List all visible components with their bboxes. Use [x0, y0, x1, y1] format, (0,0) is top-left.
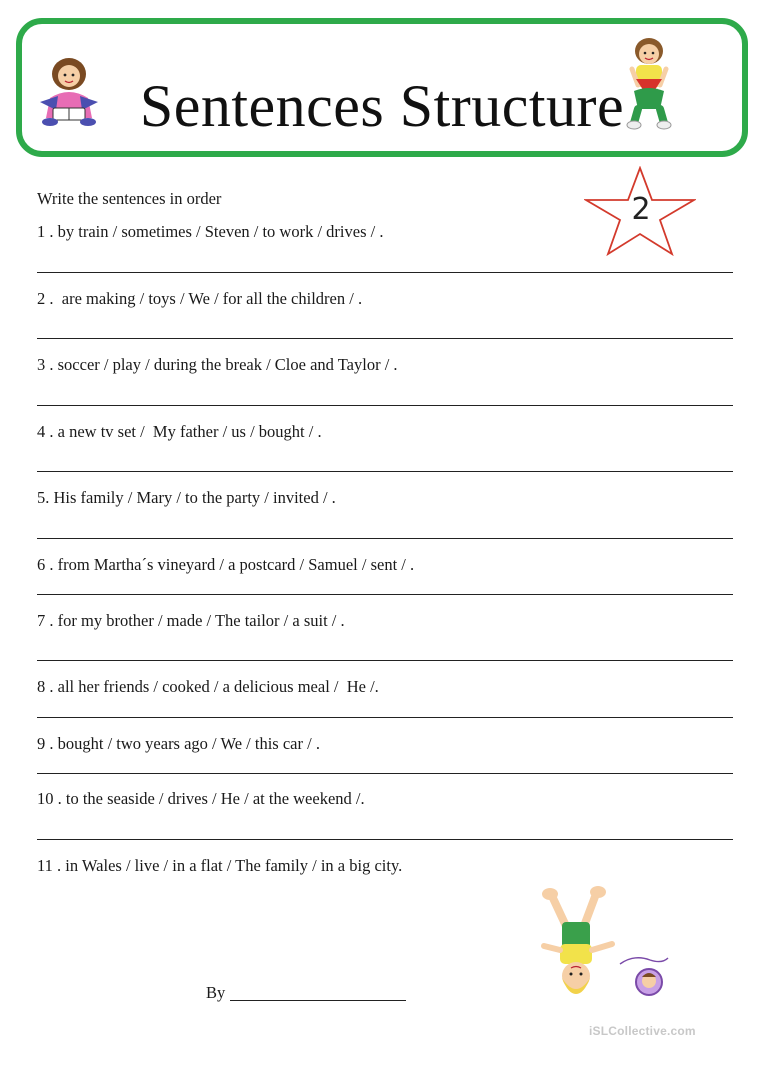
boy-sitting-clipart [620, 35, 678, 131]
exercise-item-7: 7 . for my brother / made / The tailor / a suit / . [37, 611, 345, 630]
author-signature-line[interactable] [230, 1000, 406, 1001]
exercise-item-9: 9 . bought / two years ago / We / this car / . [37, 734, 320, 753]
exercise-item-1: 1 . by train / sometimes / Steven / to work / drives / . [37, 222, 384, 241]
answer-line-3[interactable] [37, 405, 733, 406]
exercise-item-5: 5. His family / Mary / to the party / invited / . [37, 488, 336, 507]
answer-line-9[interactable] [37, 773, 733, 774]
answer-line-4[interactable] [37, 471, 733, 472]
exercise-item-8: 8 . all her friends / cooked / a delicious meal / He /. [37, 677, 379, 696]
exercise-item-2: 2 . are making / toys / We / for all the children / . [37, 289, 363, 308]
watermark-text: iSLCollective.com [589, 1024, 696, 1038]
upside-down-boy-clipart [532, 886, 622, 1000]
exercise-item-4: 4 . a new tv set / My father / us / bought / . [37, 422, 322, 441]
exercise-item-11: 11 . in Wales / live / in a flat / The family / in a big city. [37, 856, 403, 875]
answer-line-1[interactable] [37, 272, 733, 273]
exercise-item-6: 6 . from Martha´s vineyard / a postcard / Samuel / sent / . [37, 555, 415, 574]
worksheet-number: 2 [631, 192, 651, 227]
exercise-item-3: 3 . soccer / play / during the break / Cloe and Taylor / . [37, 355, 398, 374]
answer-line-10[interactable] [37, 839, 733, 840]
author-logo-badge [616, 950, 670, 998]
answer-line-2[interactable] [37, 338, 733, 339]
answer-line-5[interactable] [37, 538, 733, 539]
exercise-item-10: 10 . to the seaside / drives / He / at the weekend /. [37, 789, 365, 808]
answer-line-7[interactable] [37, 660, 733, 661]
girl-reading-clipart [36, 52, 102, 128]
by-label: By [206, 983, 226, 1002]
instruction-text: Write the sentences in order [37, 189, 222, 208]
answer-line-6[interactable] [37, 594, 733, 595]
answer-line-8[interactable] [37, 717, 733, 718]
page-title: Sentences Structure [139, 73, 625, 139]
